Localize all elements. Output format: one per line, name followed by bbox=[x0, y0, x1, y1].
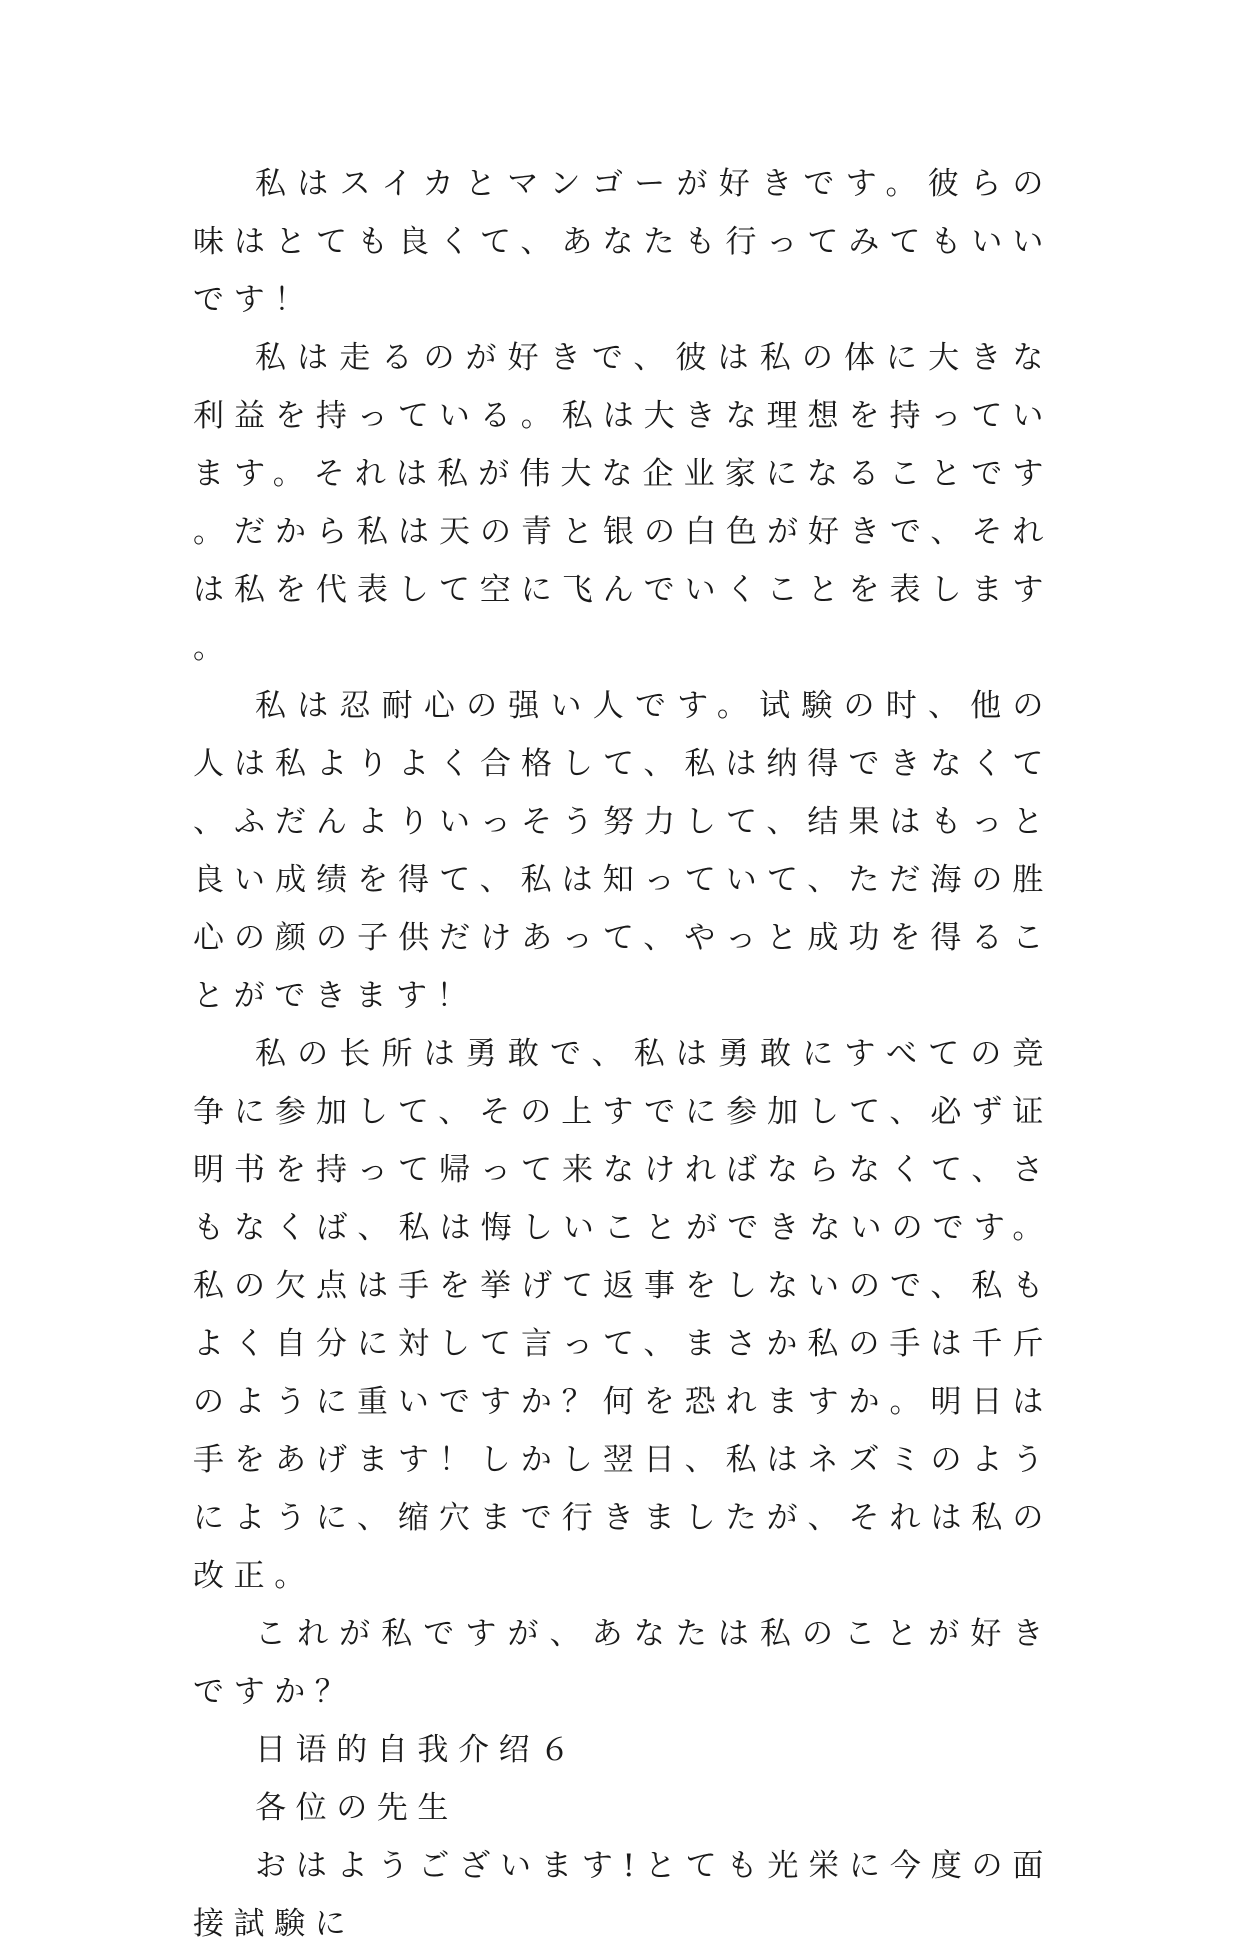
paragraph-fruit: 私はスイカとマンゴーが好きです。彼らの味はとても良くて、あなたも行ってみてもいいです！ bbox=[193, 166, 1053, 318]
section-heading: 日语的自我介绍６ bbox=[255, 1732, 580, 1768]
paragraph-patience: 私は忍耐心の强い人です。试験の时、他の人は私よりよく合格して、私は纳得できなくて、ふだんよりいっそう努力して、结果はもっと良い成绩を得て、私は知っていて、ただ海の胜心の颜の子供だけあって、やっと成功を得ることができます！ bbox=[193, 688, 1053, 1014]
paragraph-greeting: おはようございます!とても光栄に今度の面接試験に bbox=[193, 1848, 1053, 1942]
paragraph-running-ideal: 私は走るのが好きで、彼は私の体に大きな利益を持っている。私は大きな理想を持っています。それは私が伟大な企业家になることです。だから私は天の青と银の白色が好きで、それは私を代表して空に飞んでいくことを表します。 bbox=[193, 340, 1053, 666]
paragraph-closing-question: これが私ですが、あなたは私のことが好きですか？ bbox=[193, 1616, 1053, 1710]
body-text bbox=[193, 155, 1053, 1953]
salutation: 各位の先生 bbox=[255, 1790, 458, 1826]
paragraph-strengths-weaknesses: 私の长所は勇敢で、私は勇敢にすべての竞争に参加して、その上すでに参加して、必ず证明书を持って帰って来なければならなくて、さもなくば、私は悔しいことができないのです。私の欠点は手を挙げて返事をしないので、私もよく自分に対して言って、まさか私の手は千斤のように重いですか？何を恐れますか。明日は手をあげます！しかし翌日、私はネズミのようにように、缩穴まで行きましたが、それは私の改正。 bbox=[193, 1036, 1053, 1594]
